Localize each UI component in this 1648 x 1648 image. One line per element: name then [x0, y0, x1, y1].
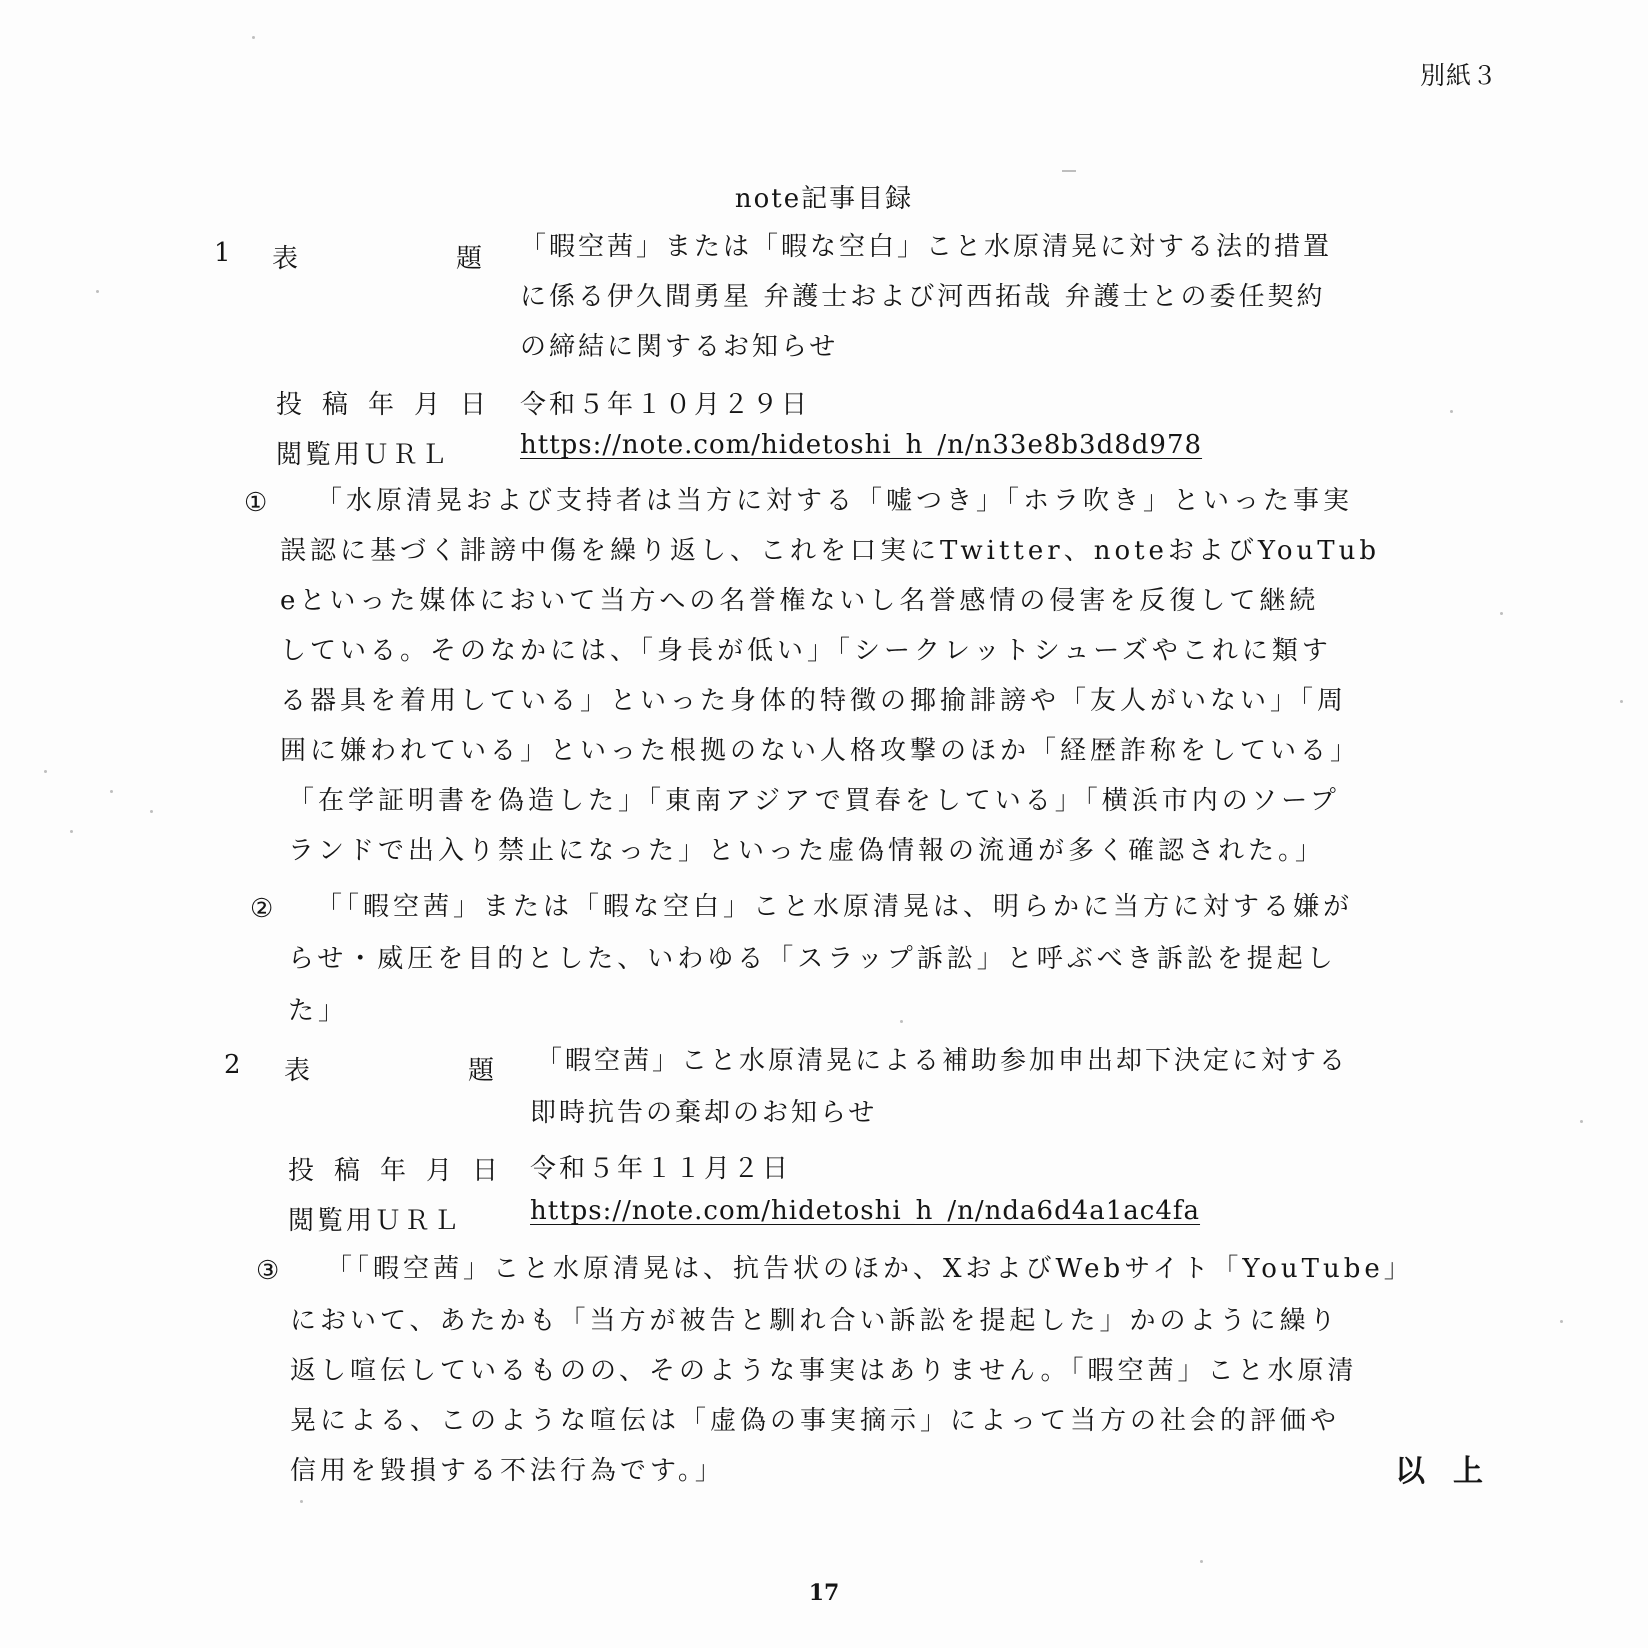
- statement-line: 「「暇空茜」または「暇な空白」こと水原清晃は、明らかに当方に対する嫌が: [316, 892, 1354, 922]
- entry-title-line: の締結に関するお知らせ: [520, 332, 839, 362]
- statement-line: 信用を毀損する不法行為です。」: [290, 1456, 725, 1486]
- statement-line: している。そのなかには、「身長が低い」「シークレットシューズやこれに類す: [280, 636, 1332, 666]
- title-label: 表 題: [272, 244, 482, 274]
- statement-line: 「在学証明書を偽造した」「東南アジアで買春をしている」「横浜市内のソープ: [288, 786, 1340, 816]
- statement-line: ランドで出入り禁止になった」といった虚偽情報の流通が多く確認された。」: [288, 836, 1326, 866]
- date-label: 投 稿 年 月 日: [288, 1156, 498, 1186]
- statement-line: た」: [288, 996, 349, 1026]
- statement-line: 囲に嫌われている」といった根拠のない人格攻撃のほか「経歴詐称をしている」: [280, 736, 1361, 766]
- page-number: 17: [808, 1580, 840, 1606]
- document-title: note記事目録: [734, 184, 914, 214]
- title-label: 表 題: [284, 1056, 494, 1086]
- article-url-link[interactable]: https://note.com/hidetoshi_h_/n/n33e8b3d8d978: [520, 430, 1203, 460]
- statement-line: において、あたかも「当方が被告と馴れ合い訴訟を提起した」かのように繰り: [290, 1306, 1340, 1336]
- statement-line: 晃による、このような喧伝は「虚偽の事実摘示」によって当方の社会的評価や: [290, 1406, 1341, 1436]
- entry-title-line: 即時抗告の棄却のお知らせ: [530, 1098, 878, 1128]
- statement-marker: ①: [244, 488, 268, 518]
- statement-line: らせ・威圧を目的とした、いわゆる「スラップ訴訟」と呼ぶべき訴訟を提起し: [288, 944, 1337, 974]
- statement-line: 「「暇空茜」こと水原清晃は、抗告状のほか、XおよびWebサイト「YouTube」: [326, 1254, 1414, 1284]
- post-date: 令和５年１０月２９日: [520, 390, 811, 420]
- statement-line: 返し喧伝しているものの、そのような事実はありません。「暇空茜」こと水原清: [290, 1356, 1358, 1386]
- closing-mark: 以上: [1395, 1454, 1511, 1489]
- statement-line: 誤認に基づく誹謗中傷を繰り返し、これを口実にTwitter、noteおよびYouTub: [280, 536, 1380, 566]
- statement-line: る器具を着用している」といった身体的特徴の揶揄誹謗や「友人がいない」「周: [280, 686, 1348, 716]
- statement-line: eといった媒体において当方への名誉権ないし名誉感情の侵害を反復して継続: [280, 586, 1320, 616]
- url-label: 閲覧用ＵＲＬ: [276, 440, 451, 470]
- url-label: 閲覧用ＵＲＬ: [288, 1206, 463, 1236]
- statement-marker: ②: [250, 894, 274, 924]
- annex-label: 別紙３: [1419, 61, 1498, 90]
- entry-number: 2: [224, 1050, 241, 1080]
- entry-title-line: 「暇空茜」または「暇な空白」こと水原清晃に対する法的措置: [520, 232, 1333, 262]
- entry-title-line: 「暇空茜」こと水原清晃による補助参加申出却下決定に対する: [536, 1046, 1349, 1076]
- entry-number: 1: [214, 238, 231, 268]
- article-url-link[interactable]: https://note.com/hidetoshi_h_/n/nda6d4a1ac4fa: [530, 1196, 1201, 1226]
- statement-marker: ③: [256, 1256, 280, 1286]
- date-label: 投 稿 年 月 日: [276, 390, 486, 420]
- post-date: 令和５年１１月２日: [530, 1154, 792, 1184]
- entry-title-line: に係る伊久間勇星 弁護士および河西拓哉 弁護士との委任契約: [520, 282, 1326, 312]
- statement-line: 「水原清晃および支持者は当方に対する「嘘つき」「ホラ吹き」といった事実: [316, 486, 1354, 516]
